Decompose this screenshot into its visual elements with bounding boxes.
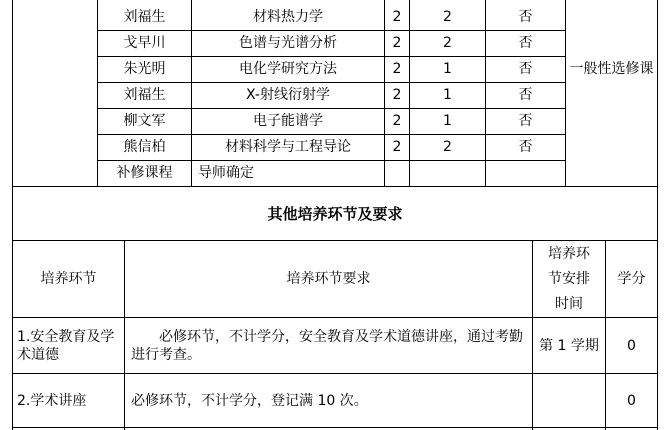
row-credit: 0 bbox=[627, 337, 636, 354]
course-required: 否 bbox=[518, 87, 533, 103]
row-credit: 0 bbox=[627, 392, 636, 409]
course-hours: 2 bbox=[392, 9, 402, 25]
section-title: 其他培养环节及要求 bbox=[267, 204, 403, 223]
course-name: 电子能谱学 bbox=[253, 113, 323, 129]
course-required: 否 bbox=[518, 139, 533, 155]
header-credit: 学分 bbox=[617, 271, 646, 287]
course-name: 材料科学与工程导论 bbox=[225, 139, 351, 155]
makeup-value: 导师确定 bbox=[198, 165, 254, 181]
course-credit: 2 bbox=[443, 9, 452, 25]
course-hours: 2 bbox=[392, 87, 402, 103]
course-credit: 2 bbox=[443, 35, 452, 51]
row-requirement: 必修环节，不计学分，登记满 10 次。 bbox=[131, 392, 368, 409]
course-teacher: 朱光明 bbox=[123, 61, 166, 77]
course-required: 否 bbox=[518, 113, 533, 129]
course-name: 材料热力学 bbox=[253, 9, 323, 25]
row-item-text: 1.安全教育及学术道德 bbox=[17, 328, 115, 363]
row-requirement bbox=[125, 318, 532, 373]
course-hours: 2 bbox=[392, 113, 402, 129]
course-teacher: 刘福生 bbox=[123, 9, 166, 25]
course-hours: 2 bbox=[392, 139, 402, 155]
course-credit: 1 bbox=[443, 87, 452, 103]
course-name: 电化学研究方法 bbox=[239, 61, 337, 77]
header-time-text: 培养环节安排时间 bbox=[548, 245, 590, 312]
row-time bbox=[533, 374, 605, 427]
course-required: 否 bbox=[518, 9, 533, 25]
course-hours: 2 bbox=[392, 61, 402, 77]
course-teacher: 熊信柏 bbox=[123, 139, 166, 155]
makeup-label: 补修课程 bbox=[116, 165, 173, 181]
course-credit: 1 bbox=[443, 113, 452, 129]
header-time bbox=[533, 241, 605, 317]
category-text: 一般性选修课 bbox=[569, 61, 654, 77]
row-requirement-text: 必修环节，不计学分，安全教育及学术道德讲座，通过考勤进行考查。 bbox=[131, 328, 523, 363]
course-teacher: 柳文军 bbox=[123, 113, 166, 129]
course-required: 否 bbox=[518, 35, 533, 51]
course-name: X-射线衍射学 bbox=[246, 87, 330, 103]
course-credit: 2 bbox=[443, 139, 452, 155]
row-time: 第 1 学期 bbox=[539, 337, 599, 354]
course-required: 否 bbox=[518, 61, 533, 77]
course-teacher: 刘福生 bbox=[123, 87, 166, 103]
course-teacher: 戈早川 bbox=[123, 35, 166, 51]
course-hours: 2 bbox=[392, 35, 402, 51]
header-item: 培养环节 bbox=[40, 271, 97, 287]
course-name: 色谱与光谱分析 bbox=[239, 35, 337, 51]
header-requirement: 培养环节要求 bbox=[286, 271, 371, 287]
category-label bbox=[566, 30, 657, 108]
row-item: 2.学术讲座 bbox=[17, 392, 87, 409]
course-credit: 1 bbox=[443, 61, 452, 77]
row-item bbox=[13, 318, 124, 373]
